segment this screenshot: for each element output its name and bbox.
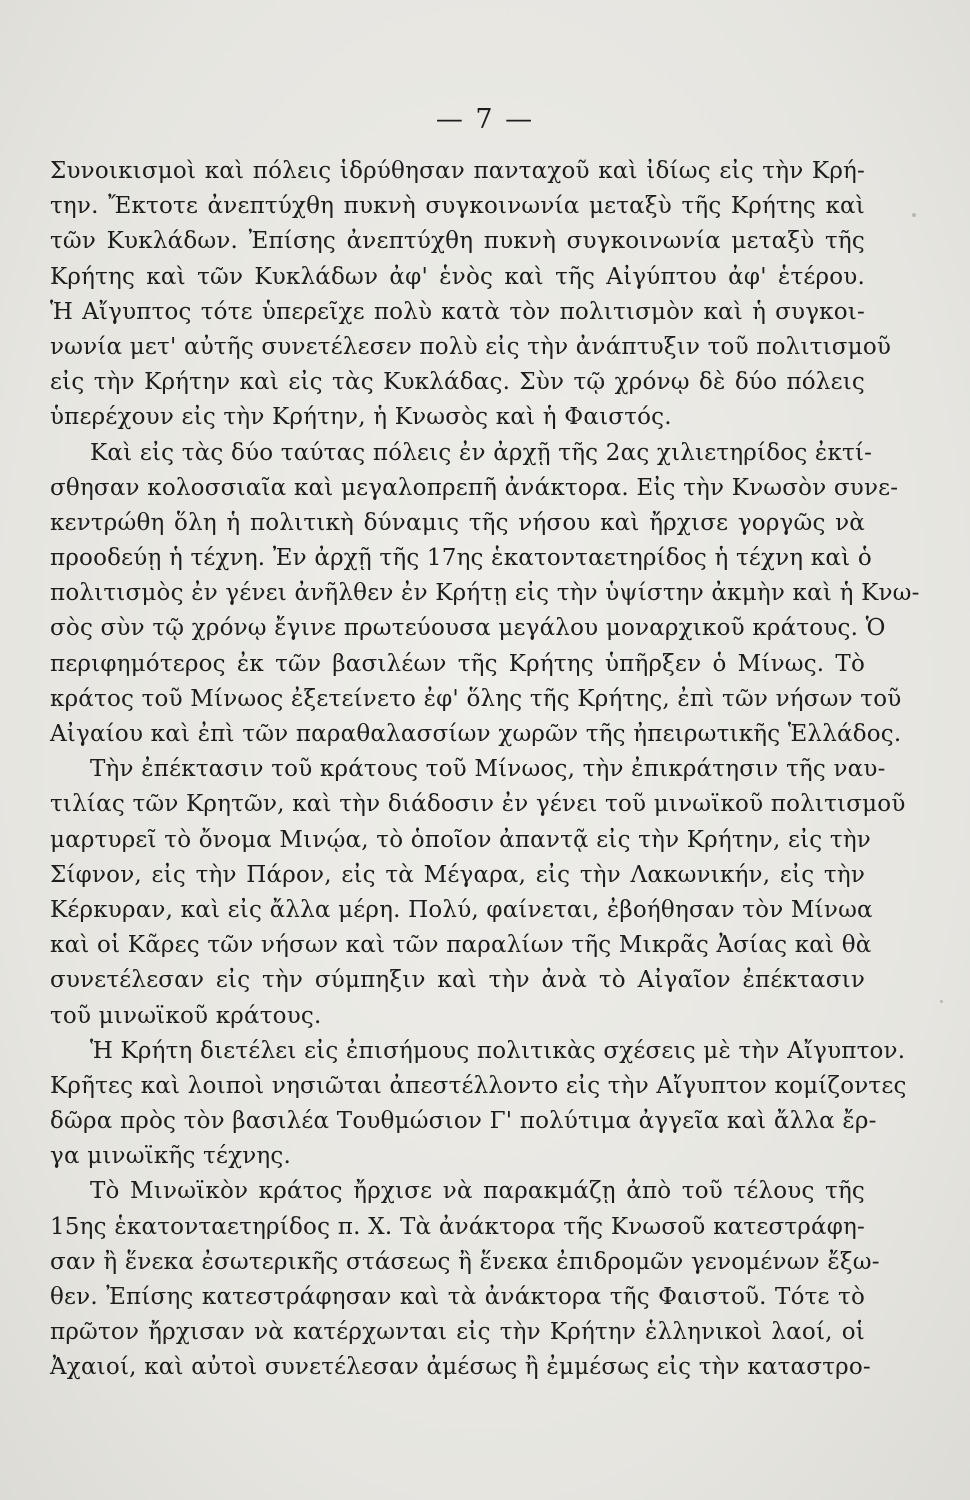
text-line: Καὶ εἰς τὰς δύο ταύτας πόλεις ἐν ἀρχῇ τῆς 2ας χιλιετηρίδος ἐκτί-	[90, 439, 873, 466]
text-line: τιλίας τῶν Κρητῶν, καὶ τὴν διάδοσιν ἐν γένει τοῦ μινωϊκοῦ πολιτισμοῦ	[50, 791, 906, 818]
text-line: Ἡ Κρήτη διετέλει εἰς ἐπισήμους πολιτικὰς σχέσεις μὲ τὴν Αἴγυπτον.	[90, 1037, 906, 1064]
text-line: σθησαν κολοσσιαῖα καὶ μεγαλοπρεπῆ ἀνάκτορα. Εἰς τὴν Κνωσὸν συνε-	[50, 474, 899, 501]
text-line: Σίφνον, εἰς τὴν Πάρον, εἰς τὰ Μέγαρα, εἰς τὴν Λακωνικήν, εἰς τὴν	[50, 861, 865, 888]
paragraph-4	[50, 1034, 907, 1175]
text-line: θεν. Ἐπίσης κατεστράφησαν καὶ τὰ ἀνάκτορα τῆς Φαιστοῦ. Τότε τὸ	[50, 1284, 865, 1310]
text-line: κεντρώθη ὅλη ἡ πολιτικὴ δύναμις τῆς νήσου καὶ ἤρχισε γοργῶς νὰ	[50, 509, 865, 536]
text-line: εἰς τὴν Κρήτην καὶ εἰς τὰς Κυκλάδας. Σὺν τῷ χρόνῳ δὲ δύο πόλεις	[50, 369, 865, 396]
text-line: Αἰγαίου καὶ ἐπὶ τῶν παραθαλασσίων χωρῶν τῆς ἠπειρωτικῆς Ἑλλάδος.	[50, 721, 902, 747]
paper-speck	[940, 1000, 943, 1003]
body-text	[50, 154, 920, 1386]
text-line: προοδεύῃ ἡ τέχνη. Ἐν ἀρχῇ τῆς 17ης ἑκατονταετηρίδος ἡ τέχνη καὶ ὁ	[50, 545, 872, 572]
text-line: Κρήτης καὶ τῶν Κυκλάδων ἀφ' ἑνὸς καὶ τῆς Αἰγύπτου ἀφ' ἑτέρου.	[50, 263, 865, 290]
text-line: τῶν Κυκλάδων. Ἐπίσης ἀνεπτύχθη πυκνὴ συγκοινωνία μεταξὺ τῆς	[50, 228, 865, 255]
text-line: Ἡ Αἴγυπτος τότε ὑπερεῖχε πολὺ κατὰ τὸν πολιτισμὸν καὶ ἡ συγκοι-	[50, 298, 865, 325]
text-line: Συνοικισμοὶ καὶ πόλεις ἱδρύθησαν πανταχοῦ καὶ ἰδίως εἰς τὴν Κρή-	[50, 158, 865, 184]
text-line: την. Ἔκτοτε ἀνεπτύχθη πυκνὴ συγκοινωνία μεταξὺ τῆς Κρήτης καὶ	[50, 193, 865, 220]
text-line: Κέρκυραν, καὶ εἰς ἄλλα μέρη. Πολύ, φαίνεται, ἐβοήθησαν τὸν Μίνωα	[50, 896, 873, 923]
text-line: Κρῆτες καὶ λοιποὶ νησιῶται ἀπεστέλλοντο εἰς τὴν Αἴγυπτον κομίζοντες	[50, 1072, 907, 1099]
text-line: κράτος τοῦ Μίνωος ἐξετείνετο ἐφ' ὅλης τῆς Κρήτης, ἐπὶ τῶν νήσων τοῦ	[50, 685, 902, 712]
paragraph-1	[50, 154, 892, 436]
text-line: τοῦ μινωϊκοῦ κράτους.	[50, 1002, 322, 1029]
text-line: νωνία μετ' αὐτῆς συνετέλεσεν πολὺ εἰς τὴν ἀνάπτυξιν τοῦ πολιτισμοῦ	[50, 333, 892, 360]
paragraph-2	[50, 436, 920, 753]
text-line: 15ης ἑκατονταετηρίδος π. Χ. Τὰ ἀνάκτορα τῆς Κνωσοῦ κατεστράφη-	[50, 1213, 865, 1240]
paper-speck	[912, 213, 916, 217]
page-number: — 7 —	[435, 104, 535, 135]
text-line: Ἀχαιοί, καὶ αὐτοὶ συνετέλεσαν ἀμέσως ἢ ἐμμέσως εἰς τὴν καταστρο-	[50, 1354, 871, 1381]
text-line: Τὸ Μινωϊκὸν κράτος ἤρχισε νὰ παρακμάζῃ ἀπὸ τοῦ τέλους τῆς	[90, 1178, 865, 1205]
text-line: σὸς σὺν τῷ χρόνῳ ἔγινε πρωτεύουσα μεγάλου μοναρχικοῦ κράτους. Ὁ	[50, 615, 886, 642]
text-line: σαν ἢ ἕνεκα ἐσωτερικῆς στάσεως ἢ ἕνεκα ἐπιδρομῶν γενομένων ἔξω-	[50, 1248, 880, 1275]
text-line: ὑπερέχουν εἰς τὴν Κρήτην, ἡ Κνωσὸς καὶ ἡ Φαιστός.	[50, 404, 672, 431]
text-line: πρῶτον ἤρχισαν νὰ κατέρχωνται εἰς τὴν Κρήτην ἑλληνικοὶ λαοί, οἱ	[50, 1319, 865, 1346]
text-line: μαρτυρεῖ τὸ ὄνομα Μινῴα, τὸ ὁποῖον ἀπαντᾷ εἰς τὴν Κρήτην, εἰς τὴν	[50, 826, 871, 853]
paragraph-3	[50, 752, 906, 1034]
text-line: περιφημότερος ἐκ τῶν βασιλέων τῆς Κρήτης ὑπῆρξεν ὁ Μίνως. Τὸ	[50, 650, 865, 677]
text-line: καὶ οἱ Κᾶρες τῶν νήσων καὶ τῶν παραλίων τῆς Μικρᾶς Ἀσίας καὶ θὰ	[50, 932, 872, 959]
text-line: γα μινωϊκῆς τέχνης.	[50, 1143, 291, 1170]
text-line: συνετέλεσαν εἰς τὴν σύμπηξιν καὶ τὴν ἀνὰ τὸ Αἰγαῖον ἐπέκτασιν	[50, 967, 865, 994]
text-line: Τὴν ἐπέκτασιν τοῦ κράτους τοῦ Μίνωος, τὴν ἐπικράτησιν τῆς ναυ-	[90, 756, 886, 783]
paragraph-5	[50, 1174, 880, 1385]
text-line: πολιτισμὸς ἐν γένει ἀνῆλθεν ἐν Κρήτῃ εἰς τὴν ὑψίστην ἀκμὴν καὶ ἡ Κνω-	[50, 580, 920, 607]
text-line: δῶρα πρὸς τὸν βασιλέα Τουθμώσιον Γ' πολύτιμα ἀγγεῖα καὶ ἄλλα ἔρ-	[50, 1108, 877, 1135]
